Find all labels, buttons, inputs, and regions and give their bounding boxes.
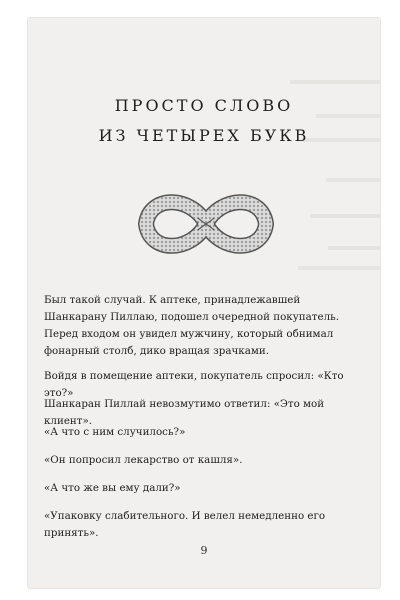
page-sheet bbox=[28, 18, 380, 588]
paragraph: Был такой случай. К аптеке, принадлежавшей Шанкарану Пиллаю, подошел очередной покупатель. Перед входом он увидел мужчину, который обнимал фонарный столб, дико вращая зрачками. bbox=[44, 294, 339, 357]
chapter-title-line-2: ИЗ ЧЕТЫРЕХ БУКВ bbox=[98, 126, 310, 145]
paragraph: «А что же вы ему дали?» bbox=[44, 482, 181, 494]
paragraph: Войдя в помещение аптеки, покупатель спросил: «Кто это?» bbox=[44, 370, 344, 399]
show-through-line bbox=[310, 214, 380, 218]
paragraph: «Упаковку слабительного. И велел немедленно его принять». bbox=[44, 510, 326, 539]
infinity-ornament-icon bbox=[132, 176, 280, 272]
show-through-line bbox=[298, 266, 380, 270]
paragraph: «Он попросил лекарство от кашля». bbox=[44, 454, 243, 466]
chapter-title-line-1: ПРОСТО СЛОВО bbox=[114, 96, 294, 115]
show-through-line bbox=[290, 80, 380, 84]
paragraph: «А что с ним случилось?» bbox=[44, 426, 186, 438]
show-through-line bbox=[326, 178, 380, 182]
paragraph: Шанкаран Пиллай невозмутимо ответил: «Это мой клиент». bbox=[44, 398, 325, 427]
page-number: 9 bbox=[200, 544, 208, 557]
show-through-line bbox=[328, 246, 380, 250]
